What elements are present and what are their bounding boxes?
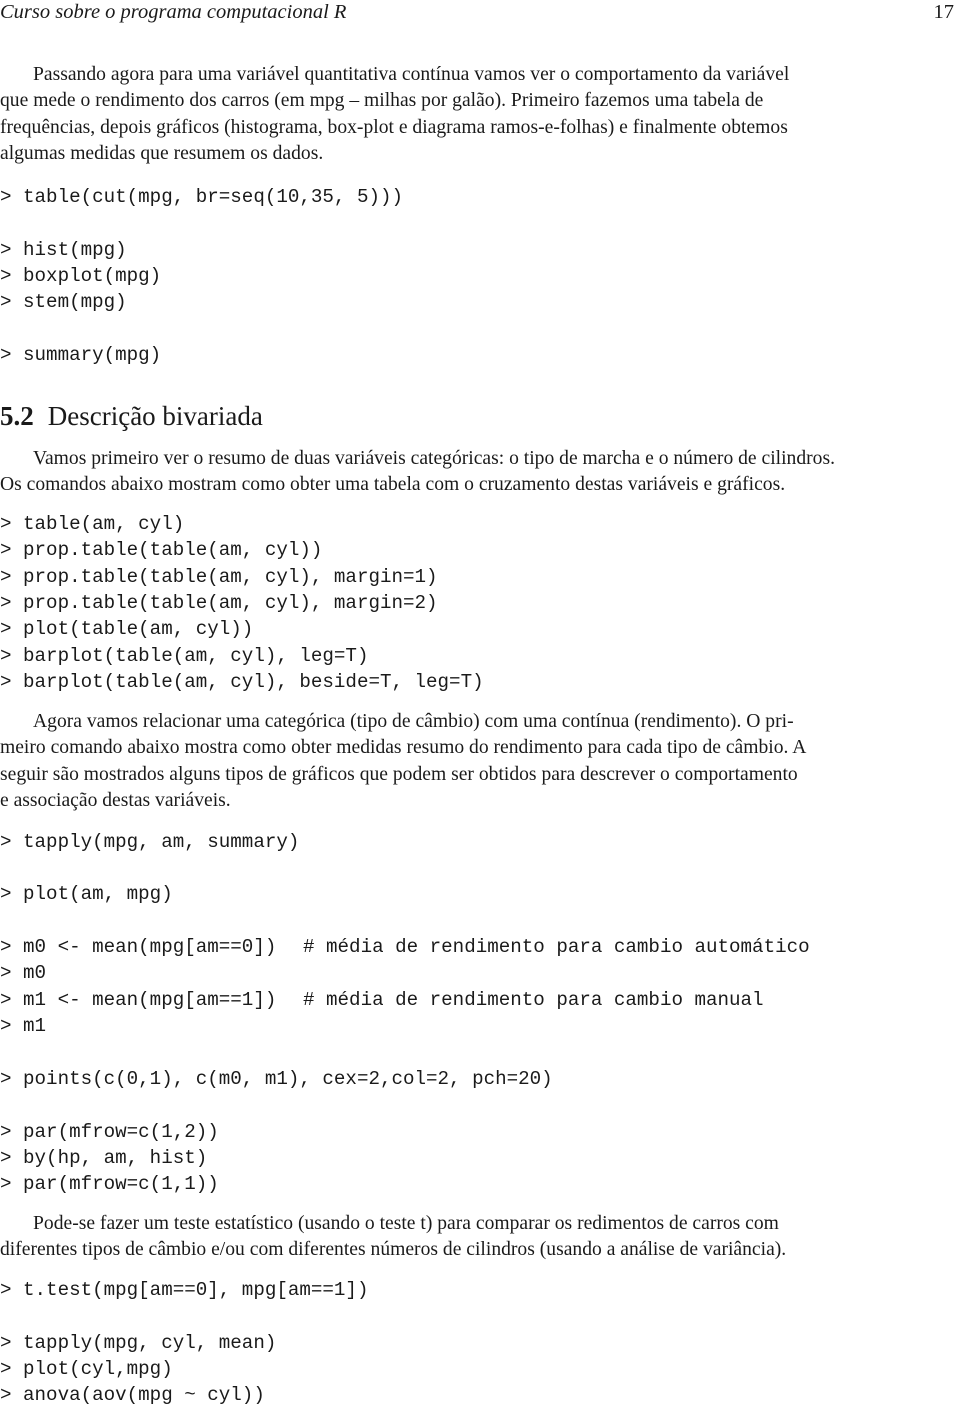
paragraph-line: Pode-se fazer um teste estatístico (usando o teste t) para comparar os redimentos de carros com bbox=[33, 1213, 779, 1234]
code-line: > prop.table(table(am, cyl)) bbox=[0, 539, 323, 561]
code-line: > prop.table(table(am, cyl), margin=2) bbox=[0, 592, 438, 614]
code-comment: # média de rendimento para cambio manual bbox=[303, 989, 764, 1011]
paragraph-line: frequências, depois gráficos (histograma, box-plot e diagrama ramos-e-folhas) e finalmente obtemos bbox=[0, 116, 788, 138]
code-line: > table(am, cyl) bbox=[0, 513, 185, 535]
section-heading bbox=[0, 400, 263, 432]
paragraph-line: e associação destas variáveis. bbox=[0, 790, 231, 812]
code-comment: # média de rendimento para cambio automático bbox=[303, 936, 810, 958]
paragraph-line: Passando agora para uma variável quantitativa contínua vamos ver o comportamento da variável bbox=[33, 64, 790, 85]
paragraph-line: algumas medidas que resumem os dados. bbox=[0, 143, 324, 165]
code-line: > table(cut(mpg, br=seq(10,35, 5))) bbox=[0, 186, 404, 208]
paragraph-line: Vamos primeiro ver o resumo de duas variáveis categóricas: o tipo de marcha e o número de cilindros. bbox=[33, 448, 835, 469]
code-line: > points(c(0,1), c(m0, m1), cex=2,col=2, pch=20) bbox=[0, 1068, 553, 1090]
running-header-title: Curso sobre o programa computacional R bbox=[0, 1, 347, 23]
test-paragraph bbox=[0, 1211, 958, 1264]
code-line: > prop.table(table(am, cyl), margin=1) bbox=[0, 566, 438, 588]
code-line: > tapply(mpg, cyl, mean) bbox=[0, 1332, 277, 1354]
code-line: > t.test(mpg[am==0], mpg[am==1]) bbox=[0, 1279, 369, 1301]
code-line: > hist(mpg) bbox=[0, 239, 127, 261]
code-line: > m1 <- mean(mpg[am==1]) bbox=[0, 989, 277, 1011]
paragraph-line: Os comandos abaixo mostram como obter uma tabela com o cruzamento destas variáveis e gráficos. bbox=[0, 474, 786, 496]
code-line: > m0 <- mean(mpg[am==0]) bbox=[0, 936, 277, 958]
section-number: 5.2 bbox=[0, 401, 34, 431]
code-line: > par(mfrow=c(1,1)) bbox=[0, 1173, 219, 1195]
code-line: > par(mfrow=c(1,2)) bbox=[0, 1121, 219, 1143]
page-number: 17 bbox=[933, 1, 954, 23]
code-line: > plot(am, mpg) bbox=[0, 883, 173, 905]
code-line: > stem(mpg) bbox=[0, 291, 127, 313]
code-line: > m1 bbox=[0, 1015, 47, 1037]
code-line: > anova(aov(mpg ~ cyl)) bbox=[0, 1384, 265, 1406]
code-line: > summary(mpg) bbox=[0, 344, 162, 366]
section-title: Descrição bivariada bbox=[47, 401, 263, 431]
code-line: > m0 bbox=[0, 962, 47, 984]
paragraph-line: meiro comando abaixo mostra como obter medidas resumo do rendimento para cada tipo de câmbio. A bbox=[0, 737, 807, 759]
code-line: > barplot(table(am, cyl), beside=T, leg=T) bbox=[0, 671, 484, 693]
paragraph-line: que mede o rendimento dos carros (em mpg – milhas por galão). Primeiro fazemos uma tabela de bbox=[0, 90, 764, 112]
comparison-paragraph bbox=[0, 709, 958, 815]
code-line: > by(hp, am, hist) bbox=[0, 1147, 208, 1169]
code-line: > boxplot(mpg) bbox=[0, 265, 162, 287]
intro-paragraph bbox=[0, 62, 958, 168]
code-line: > barplot(table(am, cyl), leg=T) bbox=[0, 645, 369, 667]
code-line: > plot(cyl,mpg) bbox=[0, 1358, 173, 1380]
bivariate-paragraph bbox=[0, 446, 958, 499]
code-line: > tapply(mpg, am, summary) bbox=[0, 831, 300, 853]
paragraph-line: diferentes tipos de câmbio e/ou com diferentes números de cilindros (usando a análise de variância). bbox=[0, 1239, 787, 1261]
code-line: > plot(table(am, cyl)) bbox=[0, 618, 254, 640]
paragraph-line: Agora vamos relacionar uma categórica (tipo de câmbio) com uma contínua (rendimento). O pri- bbox=[33, 711, 794, 732]
paragraph-line: seguir são mostrados alguns tipos de gráficos que podem ser obtidos para descrever o comportamento bbox=[0, 763, 798, 785]
